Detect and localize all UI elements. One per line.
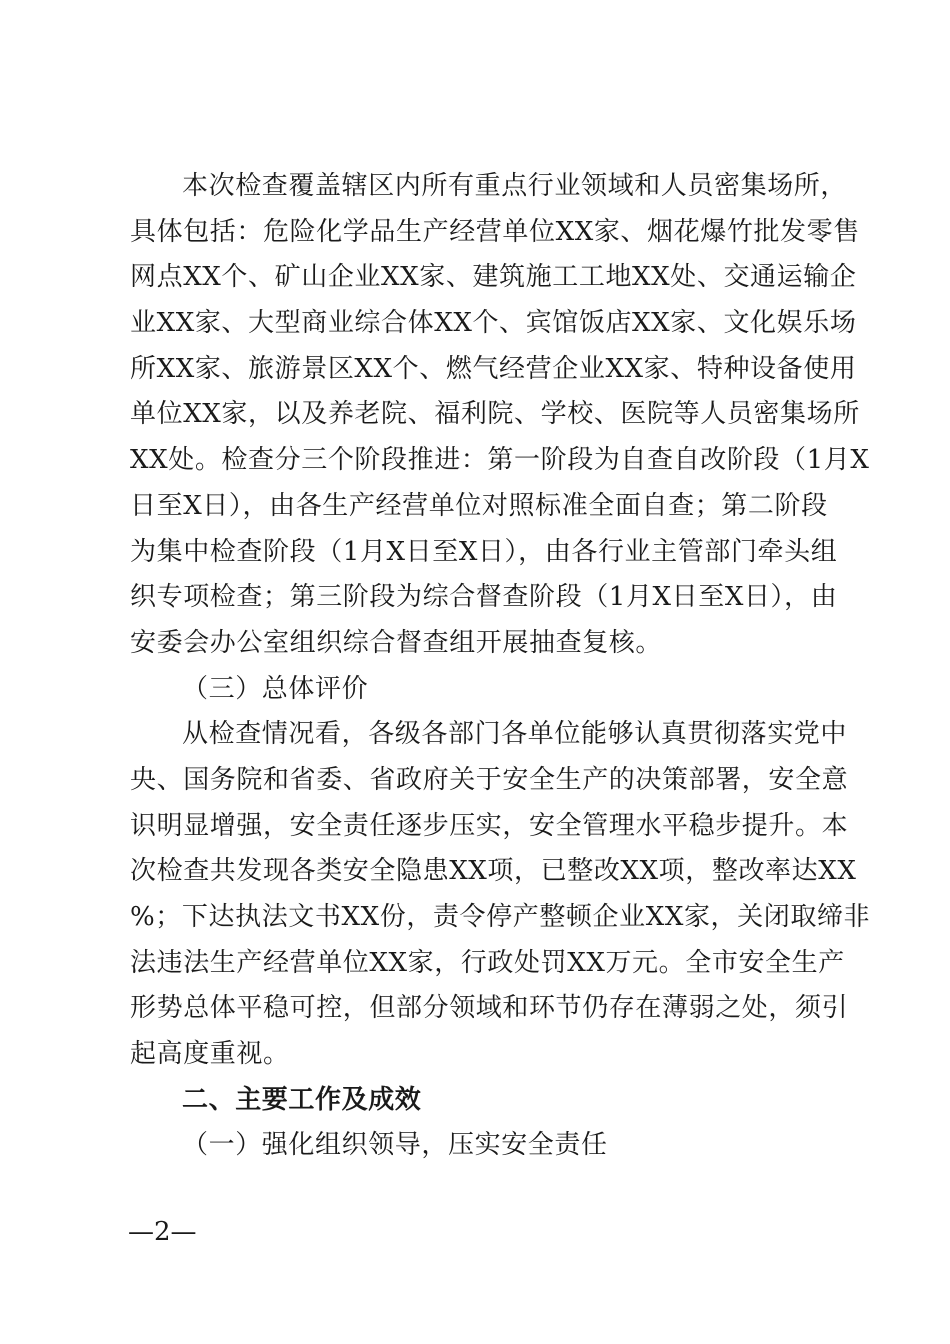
- text-line: %；下达执法文书XX份，责令停产整顿企业XX家，关闭取缔非: [130, 902, 871, 933]
- text-line: 识明显增强，安全责任逐步压实，安全管理水平稳步提升。本: [130, 810, 849, 841]
- document-body: [130, 164, 871, 1169]
- subheading-organization-leadership: （一）强化组织领导，压实安全责任: [182, 1130, 608, 1161]
- text-line: 日至X日），由各生产经营单位对照标准全面自查；第二阶段: [130, 490, 828, 521]
- text-line: 具体包括：危险化学品生产经营单位XX家、烟花爆竹批发零售: [130, 216, 860, 247]
- paragraph-evaluation: [130, 712, 871, 1078]
- text-line: 法违法生产经营单位XX家，行政处罚XX万元。全市安全生产: [130, 947, 845, 978]
- paragraph-scope: [130, 164, 870, 667]
- text-line: 织专项检查；第三阶段为综合督查阶段（1月X日至X日），由: [130, 582, 838, 613]
- text-line: 形势总体平稳可控，但部分领域和环节仍存在薄弱之处，须引: [130, 993, 849, 1024]
- page-number: —2—: [128, 1217, 197, 1247]
- text-line: 安委会办公室组织综合督查组开展抽查复核。: [130, 627, 663, 658]
- subheading-overall-evaluation: （三）总体评价: [182, 673, 369, 704]
- text-line: 央、国务院和省委、省政府关于安全生产的决策部署，安全意: [130, 764, 849, 795]
- text-line: 从检查情况看，各级各部门各单位能够认真贯彻落实党中: [182, 719, 848, 750]
- text-line: XX处。检查分三个阶段推进：第一阶段为自查自改阶段（1月X: [130, 445, 870, 476]
- text-line: 业XX家、大型商业综合体XX个、宾馆饭店XX家、文化娱乐场: [130, 308, 857, 339]
- text-line: 网点XX个、矿山企业XX家、建筑施工工地XX处、交通运输企: [130, 262, 857, 293]
- text-line: 本次检查覆盖辖区内所有重点行业领域和人员密集场所，: [182, 171, 848, 201]
- text-line: 单位XX家，以及养老院、福利院、学校、医院等人员密集场所: [130, 399, 860, 430]
- text-line: 为集中检查阶段（1月X日至X日），由各行业主管部门牵头组: [130, 536, 838, 567]
- text-line: 所XX家、旅游景区XX个、燃气经营企业XX家、特种设备使用: [130, 353, 857, 384]
- text-line: 次检查共发现各类安全隐患XX项，已整改XX项，整改率达XX: [130, 856, 857, 887]
- section-heading-main-work: 二、主要工作及成效: [182, 1084, 422, 1115]
- text-line: 起高度重视。: [130, 1039, 290, 1070]
